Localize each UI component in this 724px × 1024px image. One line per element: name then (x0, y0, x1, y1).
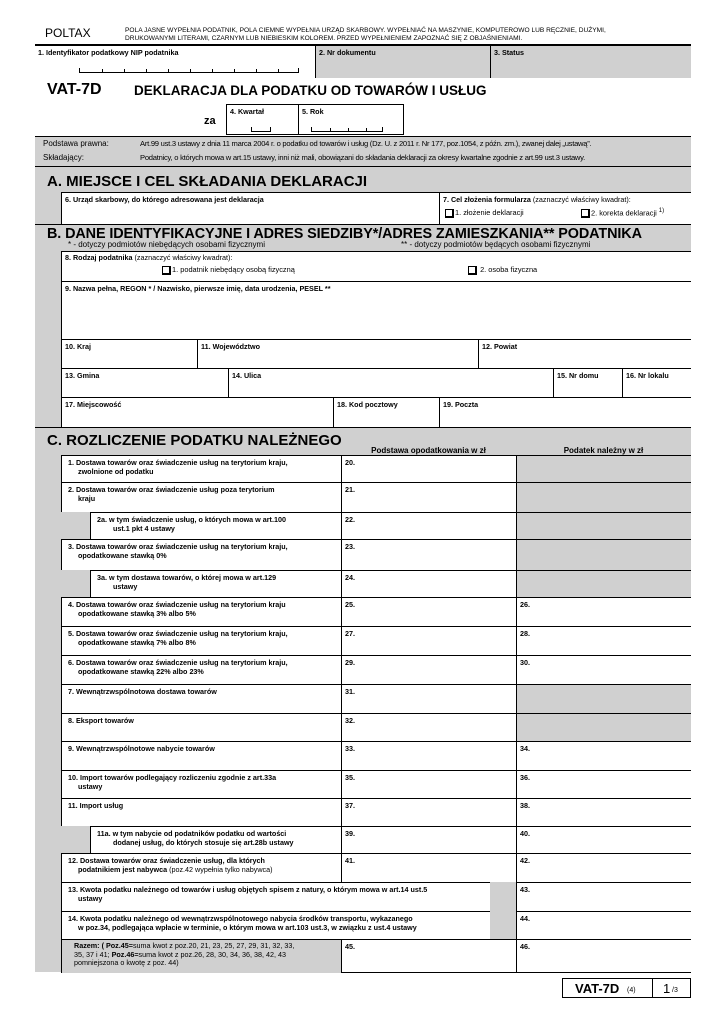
taxpayer-type-label: 8. Rodzaj podatnika (65, 253, 133, 262)
taxpayer-type-option-1[interactable] (162, 265, 295, 275)
totals-pos45-text: suma kwot z poz.20, 21, 23, 25, 27, 29, 31, 32, 33, (132, 941, 295, 950)
tax-due-number: 30. (520, 658, 530, 667)
row-label-line-2-text: opodatkowane stawką 22% albo 23% (78, 667, 204, 676)
tax-base-number: 32. (345, 716, 355, 725)
row-label-line-2-text: ustawy (78, 782, 103, 791)
tax-due-field[interactable] (516, 911, 691, 939)
voivodeship-field[interactable] (197, 339, 478, 368)
row-label (61, 853, 341, 882)
note-natural-person: ** - dotyczy podmiotów będących osobami fizycznymi (401, 240, 591, 249)
postal-code-field[interactable] (333, 397, 439, 428)
tax-office-field[interactable] (61, 192, 439, 225)
footer-code: VAT-7D (575, 981, 620, 996)
row-label-line-2-text: w poz.34, podlegająca wpłacie w terminie, o którym mowa w art.103 ust.3, w związku z ust.4 ustawy (78, 923, 417, 932)
tax-due-number: 36. (520, 773, 530, 782)
row-label-line-1: 7. Wewnątrzwspólnotowa dostawa towarów (68, 687, 217, 696)
section-b-title: B. DANE IDENTYFIKACYJNE I ADRES SIEDZIBY*/ADRES ZAMIESZKANIA** PODATNIKA (47, 226, 642, 242)
row-label-line-2 (113, 525, 175, 534)
row-label (61, 626, 341, 655)
filer-text: Podatnicy, o których mowa w art.15 ustawy, inni niż mali, obowiązani do składania deklaracji za okresy kwartalne zgodnie z art.99 ust.3 ustawy. (140, 153, 585, 162)
row-label-line-2 (78, 495, 95, 504)
row-label-line-1: 9. Wewnątrzwspólnotowe nabycie towarów (68, 744, 215, 753)
tax-base-number: 23. (345, 542, 355, 551)
house-number-field[interactable] (553, 368, 622, 397)
row-label-line-2-text: ust.1 pkt 4 ustawy (113, 524, 175, 533)
quarter-ticks (251, 127, 271, 132)
totals-pos45-text-2: 35, 37 i 41; (74, 949, 110, 959)
year-ticks (311, 127, 383, 132)
tax-base-number: 20. (345, 458, 355, 467)
total-tax-number: 46. (520, 942, 530, 951)
tax-base-field[interactable] (341, 570, 516, 597)
row-label (61, 911, 490, 939)
row-label-line-2 (78, 895, 102, 904)
tax-base-number: 33. (345, 744, 355, 753)
row-label-line-2 (78, 924, 417, 933)
row-label (61, 882, 490, 911)
row-label-line-2 (78, 866, 273, 875)
row-label-line-2-text: kraju (78, 494, 96, 503)
tax-base-field[interactable] (341, 655, 516, 684)
form-code: VAT-7D (47, 81, 102, 98)
country-field[interactable] (61, 339, 197, 368)
tax-base-field[interactable] (341, 455, 516, 482)
row-label-line-2-text: zwolnione od podatku (78, 467, 154, 476)
row-label-line-1: 13. Kwota podatku należnego od towarów i usług objętych spisem z natury, o którym mowa w art.14 ust.5 (68, 885, 428, 894)
post-office-field[interactable] (439, 397, 691, 428)
row-label-line-1: 4. Dostawa towarów oraz świadczenie usług na terytorium kraju (68, 600, 286, 609)
tax-base-field[interactable] (341, 512, 516, 539)
row-label-line-2-text: dodanej usług, do których stosuje się art.28b ustawy (113, 838, 294, 847)
row-label (90, 512, 341, 539)
purpose-label-wrap (443, 195, 631, 204)
row-label (61, 539, 341, 570)
tax-base-number: 24. (345, 573, 355, 582)
row-label-line-2 (78, 639, 196, 648)
tax-base-number: 35. (345, 773, 355, 782)
tax-base-number: 22. (345, 515, 355, 524)
row-label (61, 655, 341, 684)
za-label: za (204, 115, 216, 127)
tax-due-disabled (516, 512, 691, 539)
footer-version: (4) (627, 987, 636, 994)
total-tax-field[interactable] (516, 939, 691, 973)
document-number-field (316, 46, 491, 78)
tax-due-number: 40. (520, 829, 530, 838)
section-c (35, 427, 691, 972)
instructions-line-1: POLA JASNE WYPEŁNIA PODATNIK, POLA CIEMNE WYPEŁNIA URZĄD SKARBOWY. WYPEŁNIAĆ NA MASZYNIE, KOMPUTEROWO LUB RĘCZNIE, DUŻYMI, (125, 27, 606, 34)
purpose-hint: (zaznaczyć właściwy kwadrat): (532, 195, 631, 204)
tax-due-number: 38. (520, 801, 530, 810)
row-label-line-1: 8. Eksport towarów (68, 716, 134, 725)
section-b (35, 224, 691, 427)
column-header-tax: Podatek należny w zł (563, 446, 644, 455)
checkbox-icon[interactable] (162, 266, 171, 275)
tax-base-field[interactable] (341, 741, 516, 770)
tax-due-disabled (516, 455, 691, 482)
row-label-line-2 (78, 783, 102, 792)
legal-basis-text: Art.99 ust.3 ustawy z dnia 11 marca 2004 r. o podatku od towarów i usług (Dz. U. z 2011 r. Nr 177, poz.1054, z późn. zm.), zwanej dalej „ustawą”. (140, 139, 592, 148)
footer-pages: /3 (672, 987, 678, 994)
row-label-line-1: 14. Kwota podatku należnego od wewnątrzwspólnotowego nabycia środków transportu, wykazanego (68, 914, 413, 923)
status-field (491, 46, 691, 78)
tax-base-number: 25. (345, 600, 355, 609)
total-base-field[interactable] (341, 939, 516, 973)
tax-due-field[interactable] (516, 882, 691, 911)
row-label-line-1: 6. Dostawa towarów oraz świadczenie usług na terytorium kraju, (68, 658, 288, 667)
row-label (61, 684, 341, 713)
checkbox-icon[interactable] (445, 209, 454, 218)
tax-base-field[interactable] (341, 853, 516, 882)
row-label-line-2 (113, 839, 294, 848)
municipality-label: 13. Gmina (65, 371, 100, 380)
tax-base-field[interactable] (341, 798, 516, 826)
purpose-option-2-footnote: 1) (658, 208, 665, 214)
row-label-line-2-note: (poz.42 wypełnia tylko nabywca) (167, 865, 273, 874)
totals-text (74, 942, 294, 968)
tax-base-field[interactable] (341, 684, 516, 713)
totals-pos46-label: Poz.46= (111, 949, 139, 959)
totals-heading: Razem: (74, 941, 100, 950)
section-a-title: A. MIEJSCE I CEL SKŁADANIA DEKLARACJI (47, 173, 368, 190)
post-office-label: 19. Poczta (443, 400, 479, 409)
full-name-label: 9. Nazwa pełna, REGON * / Nazwisko, pierwsze imię, data urodzenia, PESEL ** (65, 284, 331, 293)
form-name: DEKLARACJA DLA PODATKU OD TOWARÓW I USŁUG (134, 83, 487, 98)
voivodeship-label: 11. Województwo (201, 342, 260, 351)
checkbox-icon[interactable] (581, 209, 590, 218)
tax-base-field[interactable] (341, 597, 516, 626)
full-name-field[interactable] (61, 281, 691, 339)
apartment-number-label: 16. Nr lokalu (626, 371, 669, 380)
tax-base-number: 31. (345, 687, 355, 696)
row-label-line-2 (113, 583, 137, 592)
totals-label (61, 939, 341, 973)
row-label-line-1: 1. Dostawa towarów oraz świadczenie usług na terytorium kraju, (68, 458, 288, 467)
tax-due-number: 26. (520, 600, 530, 609)
tax-due-field[interactable] (516, 655, 691, 684)
legal-basis-label: Podstawa prawna: (43, 139, 109, 148)
tax-due-disabled (516, 539, 691, 570)
checkbox-icon[interactable] (468, 266, 477, 275)
tax-due-field[interactable] (516, 853, 691, 882)
row-label (61, 798, 341, 826)
row-label (90, 826, 341, 853)
row-label (61, 455, 341, 482)
total-base-number: 45. (345, 942, 355, 951)
purpose-option-2-label: 2. korekta deklaracji (591, 208, 657, 218)
tax-base-number: 39. (345, 829, 355, 838)
row-label-line-1: 2a. w tym świadczenie usług, o których mowa w art.100 (97, 515, 286, 524)
tax-due-field[interactable] (516, 741, 691, 770)
tax-due-disabled (516, 482, 691, 512)
purpose-label: 7. Cel złożenia formularza (443, 195, 531, 204)
quarter-field[interactable] (226, 104, 298, 135)
tax-due-disabled (516, 684, 691, 713)
house-number-label: 15. Nr domu (557, 371, 599, 380)
row-label (61, 482, 341, 512)
locality-field[interactable] (61, 397, 333, 428)
row-label (90, 570, 341, 597)
row-label-line-1: 11. Import usług (68, 801, 124, 810)
tax-office-label: 6. Urząd skarbowy, do którego adresowana jest deklaracja (65, 195, 264, 204)
row-label-line-1: 3a. w tym dostawa towarów, o której mowa w art.129 (97, 573, 277, 582)
tax-due-disabled (516, 713, 691, 741)
taxpayer-type-option-2-label: 2. osoba fizyczna (480, 265, 538, 274)
nip-ticks (79, 68, 299, 73)
nip-label: 1. Identyfikator podatkowy NIP podatnika (38, 48, 179, 57)
form-brand: POLTAX (45, 26, 91, 40)
year-label: 5. Rok (302, 107, 324, 116)
row-label-line-2 (78, 668, 204, 677)
tax-base-number: 37. (345, 801, 355, 810)
locality-label: 17. Miejscowość (65, 400, 122, 409)
tax-base-field[interactable] (341, 626, 516, 655)
section-a (35, 166, 691, 224)
row-label (61, 770, 341, 798)
row-label-line-2 (78, 610, 196, 619)
row-label-line-2 (78, 468, 153, 477)
year-field[interactable] (298, 104, 404, 135)
postal-code-label: 18. Kod pocztowy (337, 400, 398, 409)
totals-pos46-text: suma kwot z poz.26, 28, 30, 34, 36, 38, 42, 43 (138, 949, 286, 959)
tax-due-number: 28. (520, 629, 530, 638)
row-label-line-2-text: opodatkowane stawką 3% albo 5% (78, 609, 196, 618)
tax-base-field[interactable] (341, 539, 516, 570)
row-label-line-2-text: opodatkowane stawką 7% albo 8% (78, 638, 196, 647)
tax-due-field[interactable] (516, 826, 691, 853)
country-label: 10. Kraj (65, 342, 91, 351)
tax-due-disabled (516, 570, 691, 597)
document-number-label: 2. Nr dokumentu (319, 48, 376, 57)
tax-base-field[interactable] (341, 482, 516, 512)
nip-field[interactable] (35, 46, 316, 78)
filer-label: Składający: (43, 153, 84, 162)
county-field[interactable] (478, 339, 691, 368)
status-label: 3. Status (494, 48, 524, 57)
tax-base-field[interactable] (341, 826, 516, 853)
row-label-line-1: 2. Dostawa towarów oraz świadczenie usług poza terytorium (68, 485, 275, 494)
taxpayer-type-field (61, 251, 691, 281)
row-label-line-1: 5. Dostawa towarów oraz świadczenie usług na terytorium kraju, (68, 629, 288, 638)
totals-pos46-text-2: pomniejszona o kwotę z poz. 44) (74, 958, 179, 967)
municipality-field[interactable] (61, 368, 228, 397)
street-label: 14. Ulica (232, 371, 262, 380)
row-label-line-1: 11a. w tym nabycie od podatników podatku od wartości (97, 829, 287, 838)
legal-basis-box (35, 136, 691, 166)
apartment-number-field[interactable] (622, 368, 691, 397)
row-label-line-2-text: ustawy (113, 582, 138, 591)
tax-due-number: 43. (520, 885, 530, 894)
totals-pos45-label: ( Poz.45= (101, 941, 133, 950)
row-label-line-1: 3. Dostawa towarów oraz świadczenie usług na terytorium kraju, (68, 542, 288, 551)
note-legal-entity: * - dotyczy podmiotów niebędących osobami fizycznymi (68, 240, 265, 249)
purpose-option-1-label: 1. złożenie deklaracji (455, 208, 524, 217)
tax-base-field[interactable] (341, 713, 516, 741)
tax-due-field[interactable] (516, 626, 691, 655)
row-label-line-1: 12. Dostawa towarów oraz świadczenie usług, dla których (68, 856, 265, 865)
tax-due-number: 34. (520, 744, 530, 753)
taxpayer-type-hint: (zaznaczyć właściwy kwadrat): (134, 253, 233, 262)
taxpayer-type-option-2[interactable] (468, 265, 537, 275)
row-label (61, 713, 341, 741)
taxpayer-type-option-1-label: 1. podatnik niebędący osobą fizyczną (172, 265, 295, 274)
tax-base-number: 41. (345, 856, 355, 865)
tax-base-number: 29. (345, 658, 355, 667)
row-label (61, 597, 341, 626)
footer-code-box (562, 978, 652, 998)
purpose-option-2[interactable] (581, 208, 664, 218)
row-label-line-2 (78, 552, 167, 561)
purpose-option-1[interactable] (445, 208, 524, 218)
tax-base-number: 21. (345, 485, 355, 494)
row-label-line-2-text: ustawy (78, 894, 103, 903)
tax-base-number: 27. (345, 629, 355, 638)
street-field[interactable] (228, 368, 553, 397)
tax-due-number: 44. (520, 914, 530, 923)
tax-due-field[interactable] (516, 770, 691, 798)
column-header-base: Podstawa opodatkowania w zł (371, 446, 486, 455)
tax-due-field[interactable] (516, 798, 691, 826)
tax-due-number: 42. (520, 856, 530, 865)
county-label: 12. Powiat (482, 342, 518, 351)
tax-due-field[interactable] (516, 597, 691, 626)
section-c-title: C. ROZLICZENIE PODATKU NALEŻNEGO (47, 432, 342, 449)
purpose-field (439, 192, 691, 225)
footer-page: 1 (663, 981, 671, 996)
row-label-line-2-text: podatnikiem jest nabywca (78, 865, 168, 874)
footer-page-box (652, 978, 691, 998)
row-label (61, 741, 341, 770)
row-label-line-2-text: opodatkowane stawką 0% (78, 551, 167, 560)
taxpayer-type-label-wrap (65, 253, 232, 262)
row-label-line-1: 10. Import towarów podlegający rozliczeniu zgodnie z art.33a (68, 773, 277, 782)
quarter-label: 4. Kwartał (230, 107, 264, 116)
tax-base-field[interactable] (341, 770, 516, 798)
instructions-line-2: DRUKOWANYMI LITERAMI, CZARNYM LUB NIEBIESKIM KOLOREM. PRZED WYPEŁNIENIEM ZAPOZNAĆ SIĘ Z OBJAŚNIENIAMI. (125, 35, 523, 42)
